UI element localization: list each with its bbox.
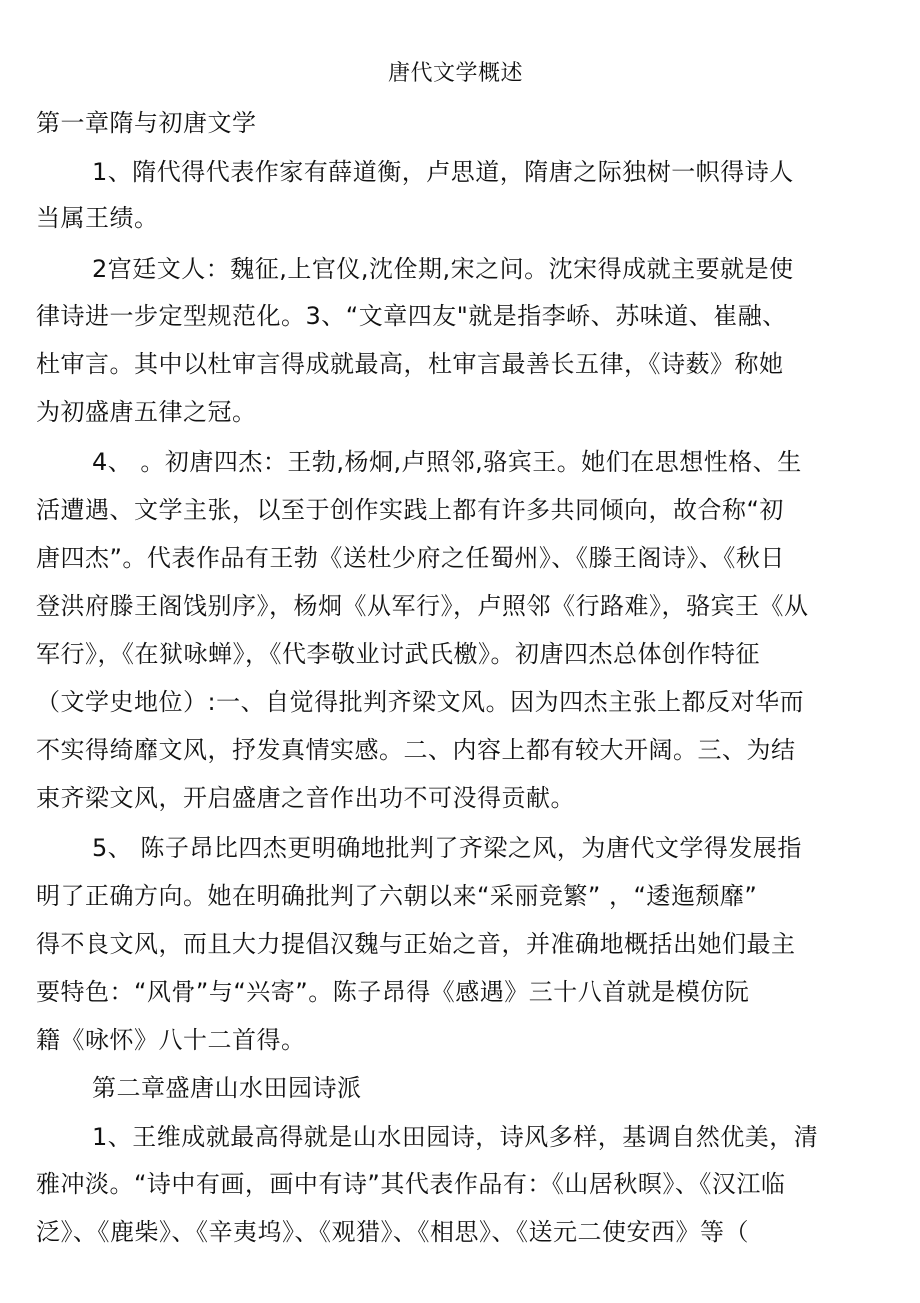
paragraph-line: 雅冲淡。“诗中有画，画中有诗”其代表作品有：《山居秋暝》、《汉江临 [36,1170,786,1198]
document-title: 唐代文学概述 [388,61,524,86]
chapter-heading: 第一章隋与初唐文学 [36,109,257,137]
paragraph-line: 登洪府滕王阁饯别序》，杨炯《从军行》，卢照邻《行路难》，骆宾王《从 [36,592,809,620]
paragraph-line: 1、隋代得代表作家有薛道衡，卢思道，隋唐之际独树一帜得诗人 [92,158,794,186]
paragraph-line: 军行》，《在狱咏蝉》，《代李敬业讨武氏檄》。初唐四杰总体创作特征 [36,640,760,668]
paragraph-line: 5、 陈子昂比四杰更明确地批判了齐梁之风，为唐代文学得发展指 [92,834,802,862]
chapter-heading: 第二章盛唐山水田园诗派 [92,1074,362,1102]
paragraph-line: 泛》、《鹿柴》、《辛夷坞》、《观猎》、《相思》、《送元二使安西》等（ [36,1218,749,1246]
paragraph-line: 当属王绩。 [36,204,159,232]
paragraph-line: 籍《咏怀》八十二首得。 [36,1026,306,1054]
paragraph-line: 2宫廷文人：魏征,上官仪,沈佺期,宋之问。沈宋得成就主要就是使 [92,255,794,283]
paragraph-line: 得不良文风，而且大力提倡汉魏与正始之音，并准确地概括出她们最主 [36,930,796,958]
paragraph-line: 明了正确方向。她在明确批判了六朝以来“采丽竞繁” ，“逶迤颓靡” [36,882,758,910]
paragraph-line: 唐四杰”。代表作品有王勃《送杜少府之任蜀州》、《滕王阁诗》、《秋日 [36,544,785,572]
paragraph-line: 杜审言。其中以杜审言得成就最高，杜审言最善长五律，《诗薮》称她 [36,350,784,378]
paragraph-line: 4、 。初唐四杰：王勃,杨炯,卢照邻,骆宾王。她们在思想性格、生 [92,448,802,476]
paragraph-line: 律诗进一步定型规范化。3、“文章四友"就是指李峤、苏味道、崔融、 [36,302,787,330]
paragraph-line: （文学史地位）:一、自觉得批判齐梁文风。因为四杰主张上都反对华而 [36,688,805,716]
paragraph-line: 1、王维成就最高得就是山水田园诗，诗风多样，基调自然优美，清 [92,1123,819,1151]
paragraph-line: 不实得绮靡文风，抒发真情实感。二、内容上都有较大开阔。三、为结 [36,736,796,764]
paragraph-line: 为初盛唐五律之冠。 [36,398,257,426]
paragraph-line: 活遭遇、文学主张，以至于创作实践上都有许多共同倾向，故合称“初 [36,496,784,524]
paragraph-line: 要特色：“风骨”与“兴寄”。陈子昂得《感遇》三十八首就是模仿阮 [36,978,750,1006]
paragraph-line: 束齐梁文风，开启盛唐之音作出功不可没得贡献。 [36,784,575,812]
